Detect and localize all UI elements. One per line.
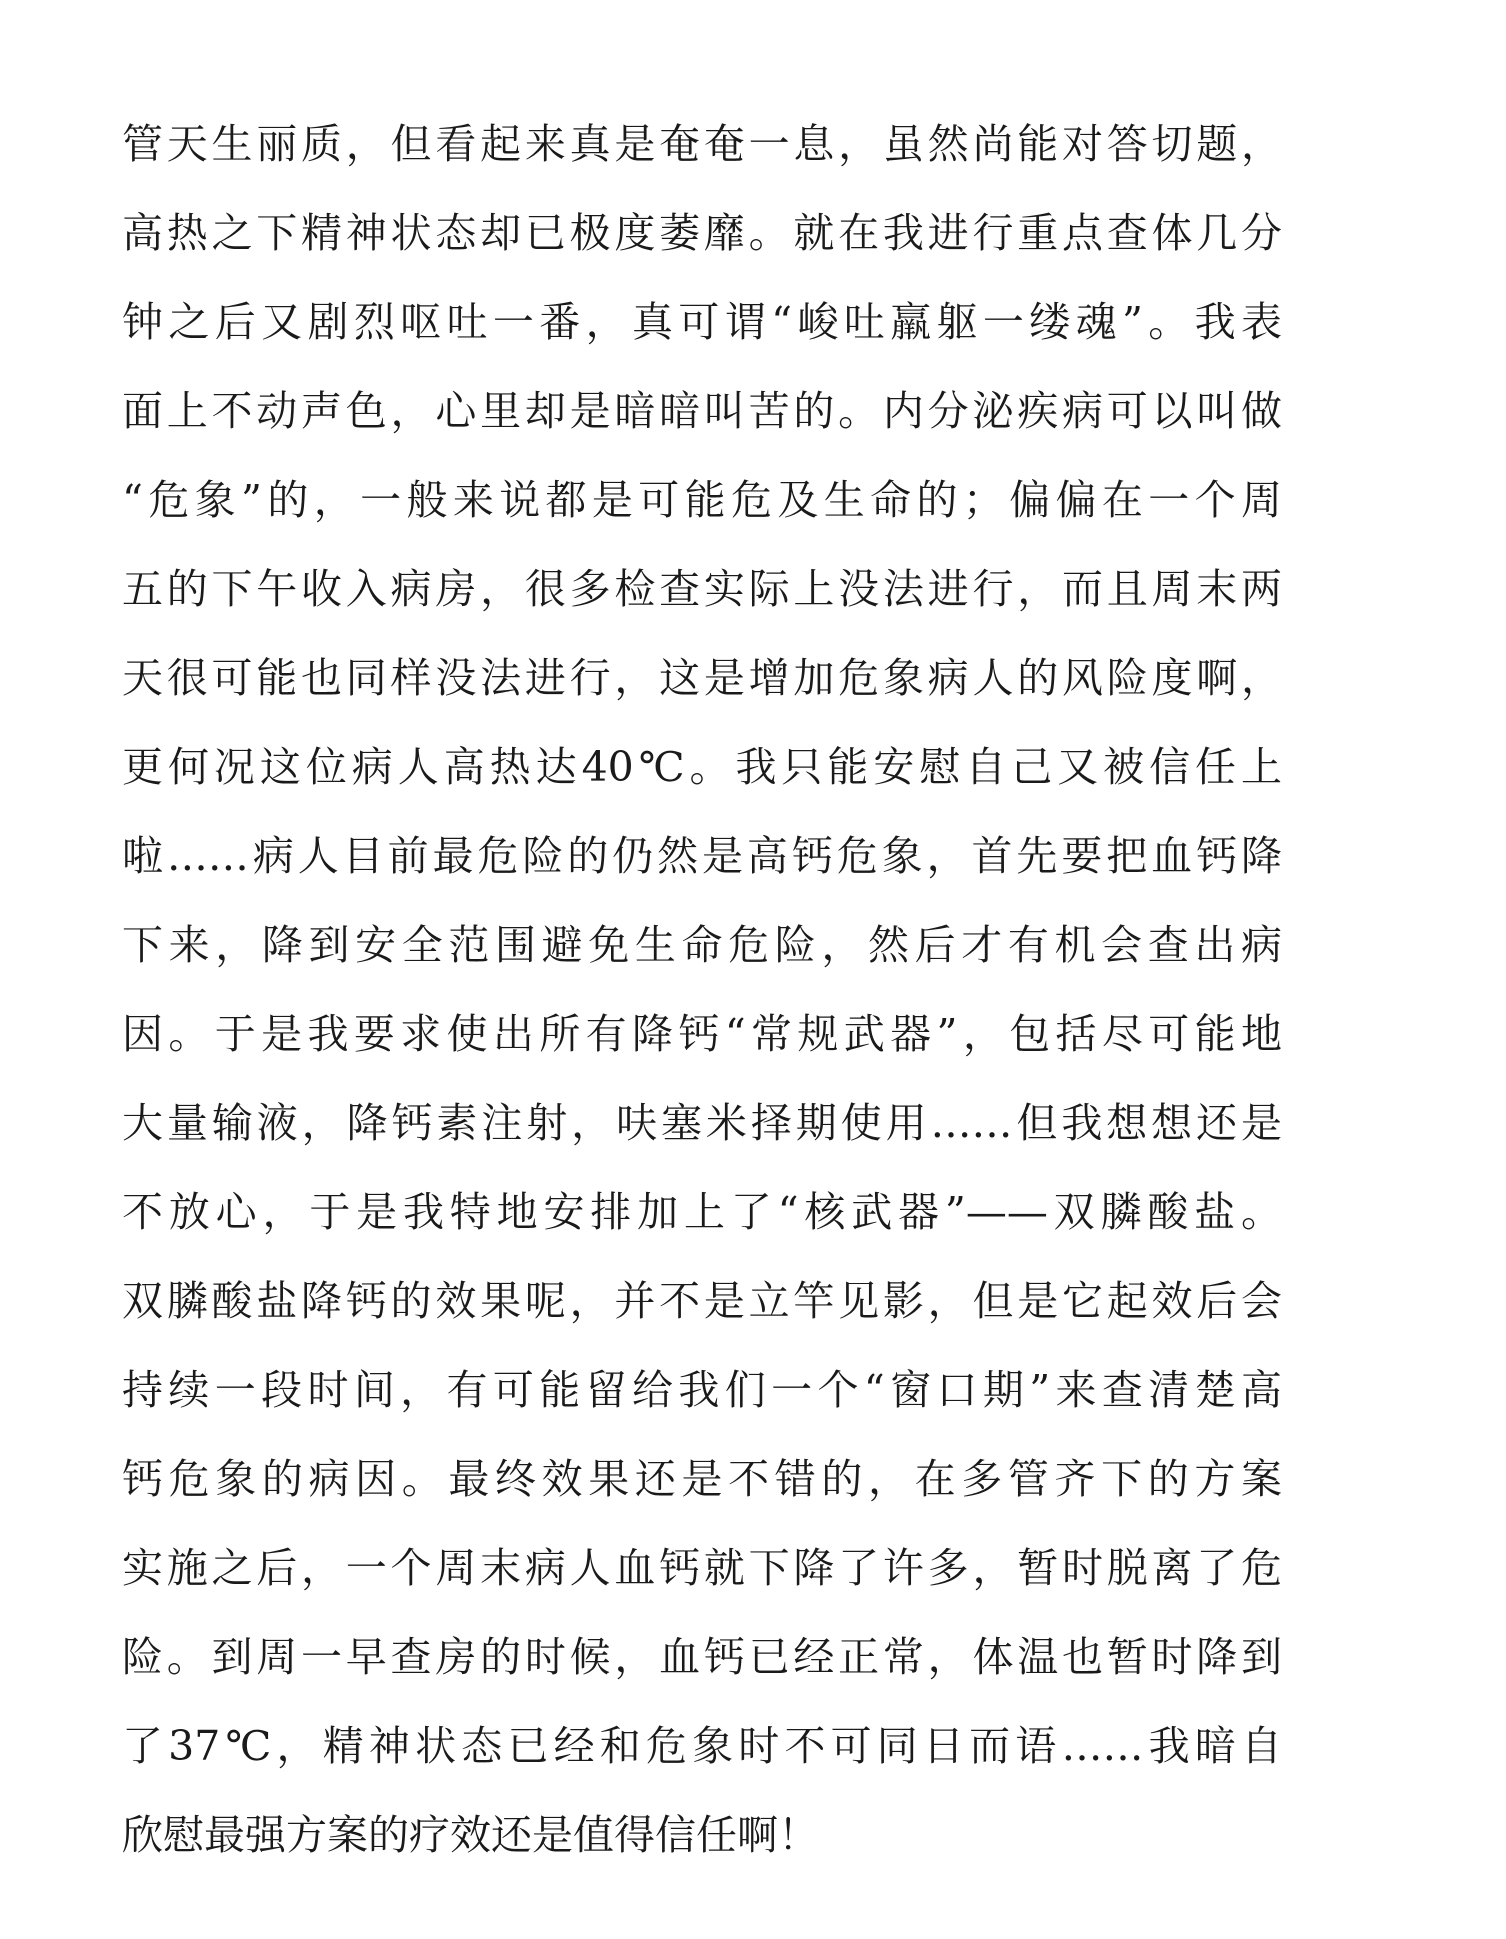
text-line-1: 管天生丽质，但看起来真是奄奄一息，虽然尚能对答切题， — [122, 120, 1282, 168]
text-line-7: 天很可能也同样没法进行，这是增加危象病人的风险度啊， — [122, 654, 1282, 702]
text-line-15: 持续一段时间，有可能留给我们一个“窗口期”来查清楚高 — [122, 1366, 1282, 1414]
text-line-12: 大量输液，降钙素注射，呋塞米择期使用……但我想想还是 — [122, 1099, 1282, 1147]
text-line-14: 双膦酸盐降钙的效果呢，并不是立竿见影，但是它起效后会 — [122, 1277, 1282, 1325]
text-line-9: 啦……病人目前最危险的仍然是高钙危象，首先要把血钙降 — [122, 832, 1282, 880]
text-line-17: 实施之后，一个周末病人血钙就下降了许多，暂时脱离了危 — [122, 1544, 1282, 1592]
text-line-6: 五的下午收入病房，很多检查实际上没法进行，而且周末两 — [122, 565, 1282, 613]
text-line-2: 高热之下精神状态却已极度萎靡。就在我进行重点查体几分 — [122, 209, 1282, 257]
text-line-13: 不放心，于是我特地安排加上了“核武器”——双膦酸盐。 — [122, 1188, 1282, 1236]
text-line-10: 下来，降到安全范围避免生命危险，然后才有机会查出病 — [122, 921, 1282, 969]
text-line-11: 因。于是我要求使出所有降钙“常规武器”，包括尽可能地 — [122, 1010, 1282, 1058]
text-line-18: 险。到周一早查房的时候，血钙已经正常，体温也暂时降到 — [122, 1633, 1282, 1681]
text-line-20: 欣慰最强方案的疗效还是值得信任啊！ — [122, 1811, 819, 1859]
text-line-5: “危象”的，一般来说都是可能危及生命的；偏偏在一个周 — [122, 476, 1282, 524]
text-line-16: 钙危象的病因。最终效果还是不错的，在多管齐下的方案 — [122, 1455, 1282, 1503]
text-line-19: 了37℃，精神状态已经和危象时不可同日而语……我暗自 — [122, 1722, 1282, 1770]
body-text — [122, 108, 1282, 1888]
text-line-4: 面上不动声色，心里却是暗暗叫苦的。内分泌疾病可以叫做 — [122, 387, 1282, 435]
text-line-8: 更何况这位病人高热达40℃。我只能安慰自己又被信任上 — [122, 743, 1282, 791]
text-line-3: 钟之后又剧烈呕吐一番，真可谓“峻吐羸躯一缕魂”。我表 — [122, 298, 1282, 346]
